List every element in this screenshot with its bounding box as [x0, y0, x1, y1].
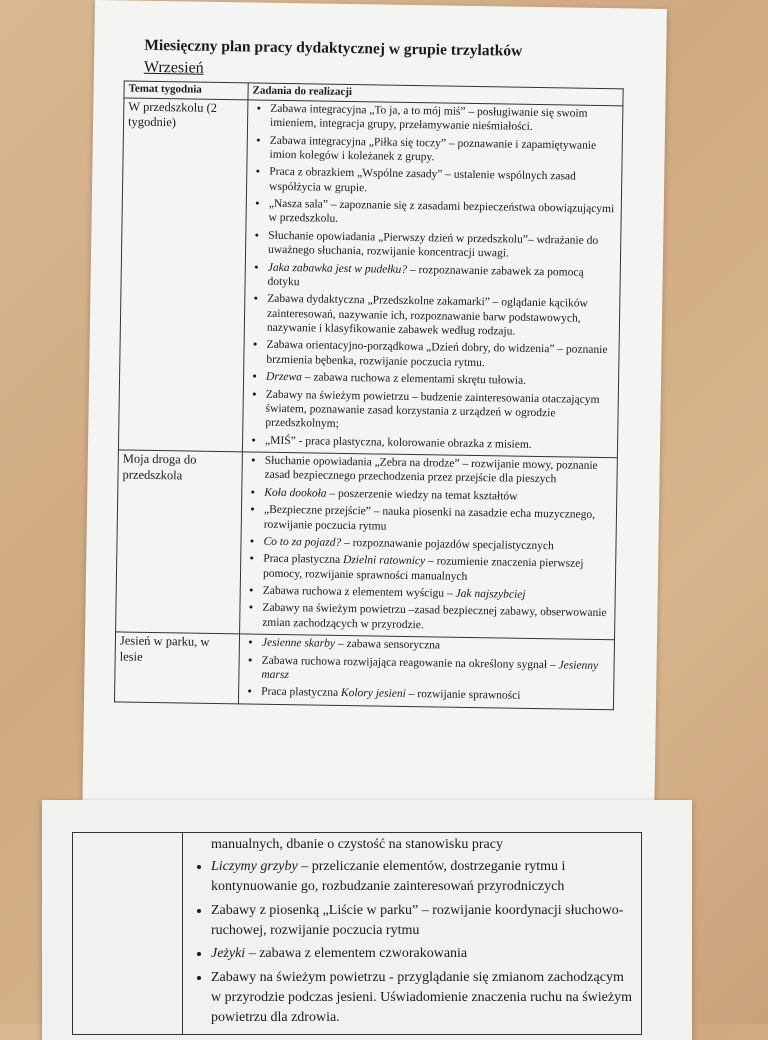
task-text: Słuchanie opowiadania „Zebra na drodze” – rozwijanie mowy, poznanie zasad bezpiecznego przechodzenia przez przejście dla pieszych [264, 454, 598, 486]
task-text: – rozpoznawanie zabawek za pomocą dotyku [267, 263, 584, 289]
week1-topic: W przedszkolu (2 tygodnie) [118, 98, 248, 452]
task-text: Zabawa ruchowa rozwijająca reagowanie na określony sygnał – [261, 654, 559, 671]
task-title: Drzewa [266, 370, 302, 384]
list-item [267, 292, 616, 341]
list-item [211, 944, 635, 964]
task-text: – zabawa ruchowa z elementami skrętu tułowia. [301, 371, 527, 387]
task-title: Co to za pojazd? [263, 535, 342, 549]
list-item [264, 503, 612, 537]
week2-tasks [240, 452, 618, 640]
table-row-week1 [118, 98, 622, 458]
week2-task-list [244, 453, 613, 635]
list-item [264, 485, 612, 505]
list-item [211, 901, 635, 941]
task-text: Słuchanie opowiadania „Pierwszy dzień w przedszkolu”– wdrażanie do uważnego słuchania, rozwijanie koncentracji uwagi. [268, 229, 599, 260]
task-title: Koła dookoła [264, 486, 327, 500]
header-tasks: Zadania do realizacji [248, 83, 623, 106]
task-text: – zabawa sensoryczna [334, 637, 441, 652]
list-item [264, 454, 612, 488]
task-text: Zabawa ruchowa z elementem wyścigu – [262, 584, 456, 600]
task-text: Zabawa orientacyjno-porządkowa „Dzień dobry, do widzenia” – poznanie brzmienia bębenka, rozwijanie poczucia rytmu. [266, 339, 608, 369]
list-item [263, 584, 611, 604]
table-row-week2 [116, 450, 618, 640]
task-text: Zabawy z piosenką „Liście w parku” – rozwijanie koordynacji słuchowo-ruchowej, rozwijanie poczucia rytmu [211, 902, 624, 938]
task-text: – rozpoznawanie pojazdów specjalistycznych [341, 536, 554, 553]
week3-tasks-continued [183, 833, 642, 1035]
week1-tasks [242, 100, 622, 458]
list-item [263, 535, 611, 555]
document-title: Miesięczny plan pracy dydaktycznej w grupie trzylatków [144, 36, 523, 60]
empty-topic-cell [73, 833, 183, 1035]
list-item [265, 433, 613, 453]
list-item [262, 636, 610, 656]
task-text: – przeliczanie elementów, dostrzeganie rytmu i kontynuowanie go, rozbudzanie zainteresowań przyrodniczych [211, 858, 566, 894]
month-heading: Wrzesień [143, 58, 204, 77]
task-text: Zabawa integracyjna „Piłka się toczy” – poznawanie i zapamiętywanie imion kolegów i koleżanek z grupy. [269, 134, 597, 164]
task-text: Praca z obrazkiem „Wspólne zasady” – ustalenie wspólnych zasad współżycia w grupie. [268, 166, 576, 194]
list-item [261, 653, 609, 687]
task-text: – zabawa z elementem czworakowania [245, 946, 468, 962]
task-text: Zabawy na świeżym powietrzu - przyglądanie się zmianom zachodzącym w przyrodzie podczas jesieni. Uświadomienie znaczenia ruchu na świeżym powietrzu dla zdrowia. [211, 970, 632, 1025]
week2-topic: Moja droga do przedszkola [116, 450, 243, 634]
task-text: Zabawy na świeżym powietrzu –zasad bezpiecznej zabawy, obserwowanie zmian zachodzących w przyrodzie. [262, 602, 607, 631]
task-text: Zabawa dydaktyczna „Przedszkolne zakamarki” – oglądanie kącików zainteresowań, nazywanie ich, rozpoznawanie barw podstawowych, nazywanie i klasyfikowanie zabawek według rodzaju. [266, 292, 588, 338]
task-text: – rozwijanie sprawności [405, 688, 521, 703]
task-title: Dzielni ratownicy [342, 554, 426, 568]
task-text: „MIŚ” - praca plastyczna, kolorowanie obrazka z misiem. [265, 434, 532, 451]
task-text: – rozumienie znaczenia pierwszej pomocy, rozwijanie sprawności manualnych [262, 555, 584, 583]
task-text: Praca plastyczna [261, 685, 342, 700]
task-text: Praca plastyczna [263, 552, 344, 567]
list-item [262, 601, 610, 635]
task-title: Jesienny marsz [261, 658, 599, 682]
list-item [211, 857, 635, 897]
list-item [261, 685, 609, 705]
week1-task-list [247, 101, 618, 453]
task-text: – poszerzenie wiedzy na temat kształtów [326, 487, 518, 503]
list-item [268, 229, 616, 263]
header-topic: Temat tygodnia [124, 81, 248, 100]
week3-task-list [243, 636, 610, 705]
list-item [267, 260, 615, 294]
list-item [265, 387, 614, 436]
week3-tasks [238, 634, 614, 709]
list-item [269, 165, 617, 199]
task-title: Jaka zabawka jest w pudełku? [267, 261, 408, 276]
task-text: „Nasza sala” – zapoznanie się z zasadami bezpieczeństwa obowiązującymi w przedszkolu. [268, 197, 615, 226]
table-row-week3-continued [73, 833, 642, 1035]
plan-table [114, 80, 624, 709]
document-page-1 [82, 0, 666, 809]
list-item [263, 552, 611, 586]
document-page-2 [42, 800, 692, 1040]
continuation-text: manualnych, dbanie o czystość na stanowisku pracy [211, 837, 503, 852]
task-title: Jak najszybciej [455, 587, 526, 601]
list-item [211, 968, 635, 1028]
plan-table-continued [72, 832, 642, 1035]
list-item [269, 133, 617, 167]
task-text: „Bezpieczne przejście” – nauka piosenki na zasadzie echa muzycznego, rozwijanie poczucia rytmu [263, 503, 596, 533]
task-title: Kolory jesieni [340, 687, 406, 701]
list-item [268, 197, 616, 231]
task-title: Liczymy grzyby [211, 858, 298, 874]
week3-topic: Jesień w parku, w lesie [114, 632, 239, 703]
list-item [270, 102, 618, 136]
task-title: Jesienne skarby [261, 636, 336, 650]
table-row-week3 [114, 632, 614, 709]
task-title: Jeżyki [211, 946, 246, 962]
page2-task-list [189, 857, 635, 1028]
task-text: Zabawa integracyjna „To ja, a to mój miś” – posługiwanie się swoim imieniem, integracja grupy, przełamywanie nieśmiałości. [269, 102, 588, 134]
list-item [266, 338, 614, 372]
task-text: Zabawy na świeżym powietrzu – budzenie zainteresowania otaczającym światem, poznawanie zasad korzystania z urządzeń w ogrodzie przedszkolnym; [265, 388, 600, 431]
list-item [266, 370, 614, 390]
